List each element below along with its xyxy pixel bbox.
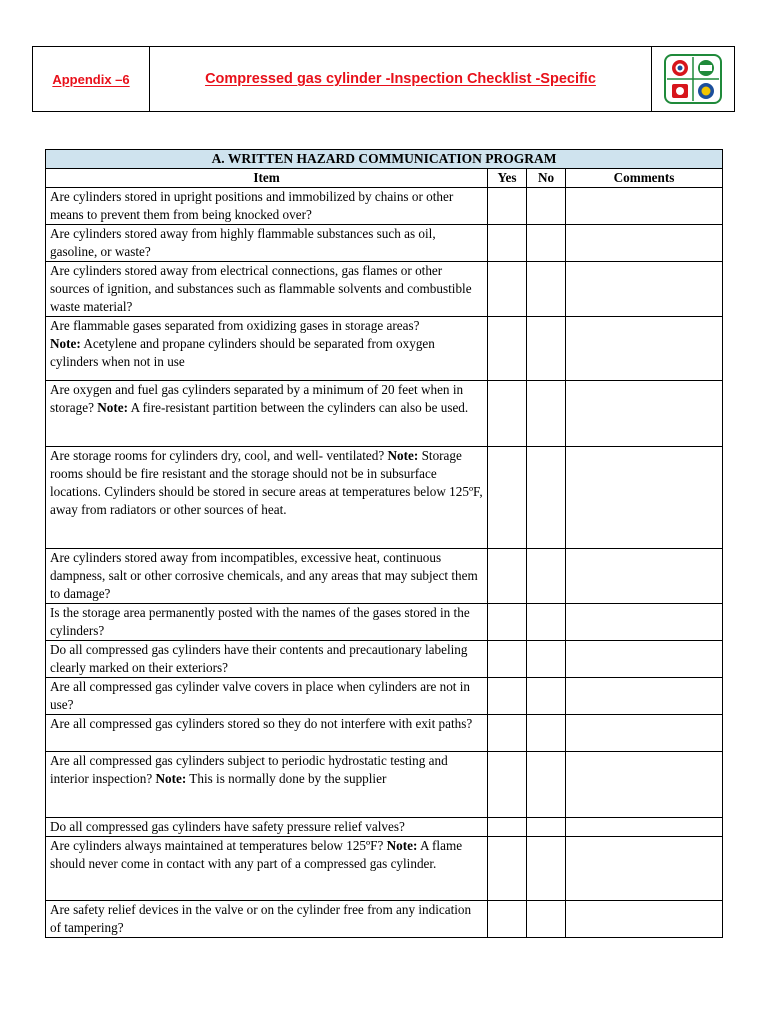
no-cell[interactable] <box>527 901 566 938</box>
checklist-row <box>46 818 723 837</box>
note-label: Note: <box>386 838 418 853</box>
item-text: Are flammable gases separated from oxidizing gases in storage areas? <box>50 318 420 333</box>
comments-cell[interactable] <box>566 225 723 262</box>
yes-cell[interactable] <box>488 225 527 262</box>
yes-cell[interactable] <box>488 715 527 752</box>
no-cell[interactable] <box>527 225 566 262</box>
item-text: Is the storage area permanently posted with the names of the gases stored in the cylinders? <box>50 605 470 638</box>
no-cell[interactable] <box>527 381 566 447</box>
comments-cell[interactable] <box>566 678 723 715</box>
yes-cell[interactable] <box>488 381 527 447</box>
item-cell <box>46 715 488 752</box>
checklist-row <box>46 604 723 641</box>
yes-cell[interactable] <box>488 752 527 818</box>
note-label: Note: <box>387 448 419 463</box>
item-cell <box>46 381 488 447</box>
item-cell <box>46 225 488 262</box>
no-cell[interactable] <box>527 549 566 604</box>
item-text: Are oxygen and fuel gas cylinders separated by a minimum of 20 feet when in storage? <box>50 382 464 415</box>
item-cell <box>46 188 488 225</box>
checklist-row <box>46 188 723 225</box>
title-cell <box>150 47 652 111</box>
item-cell <box>46 901 488 938</box>
comments-cell[interactable] <box>566 604 723 641</box>
checklist-row <box>46 317 723 381</box>
column-header-yes: Yes <box>488 169 527 188</box>
yes-cell[interactable] <box>488 604 527 641</box>
checklist-row <box>46 381 723 447</box>
no-cell[interactable] <box>527 317 566 381</box>
no-cell[interactable] <box>527 188 566 225</box>
item-cell <box>46 837 488 901</box>
no-cell[interactable] <box>527 604 566 641</box>
note-text: Storage rooms should be fire resistant and the storage should not be in subsurface locations. Cylinders should be stored in secure areas at temperatures below 125ºF, away from radiators or other sources of heat. <box>50 448 483 517</box>
item-text: Are cylinders stored away from highly flammable substances such as oil, gasoline, or waste? <box>50 226 436 259</box>
note-text: Acetylene and propane cylinders should be separated from oxygen cylinders when not in use <box>50 336 435 369</box>
item-text: Are cylinders stored in upright positions and immobilized by chains or other means to prevent them from being knocked over? <box>50 189 454 222</box>
comments-cell[interactable] <box>566 188 723 225</box>
note-label: Note: <box>50 336 81 351</box>
note-text: This is normally done by the supplier <box>186 771 387 786</box>
comments-cell[interactable] <box>566 317 723 381</box>
comments-cell[interactable] <box>566 262 723 317</box>
comments-cell[interactable] <box>566 381 723 447</box>
checklist-row <box>46 641 723 678</box>
item-text: Are cylinders always maintained at temperatures below 125ºF? <box>50 838 387 853</box>
item-cell <box>46 317 488 381</box>
yes-cell[interactable] <box>488 447 527 549</box>
no-cell[interactable] <box>527 752 566 818</box>
no-cell[interactable] <box>527 262 566 317</box>
company-logo-icon <box>664 54 722 104</box>
yes-cell[interactable] <box>488 837 527 901</box>
column-header-item: Item <box>46 169 488 188</box>
item-text: Are storage rooms for cylinders dry, cool, and well- ventilated? <box>50 448 388 463</box>
yes-cell[interactable] <box>488 262 527 317</box>
comments-cell[interactable] <box>566 715 723 752</box>
section-title: A. WRITTEN HAZARD COMMUNICATION PROGRAM <box>46 150 723 169</box>
yes-cell[interactable] <box>488 549 527 604</box>
comments-cell[interactable] <box>566 901 723 938</box>
appendix-label: Appendix –6 <box>52 71 130 87</box>
item-cell <box>46 549 488 604</box>
comments-cell[interactable] <box>566 818 723 837</box>
checklist-row <box>46 715 723 752</box>
item-text: Are all compressed gas cylinders subject to periodic hydrostatic testing and interior inspection? <box>50 753 448 786</box>
item-text: Are safety relief devices in the valve or on the cylinder free from any indication of tampering? <box>50 902 472 935</box>
item-cell <box>46 641 488 678</box>
item-text: Are all compressed gas cylinder valve covers in place when cylinders are not in use? <box>50 679 471 712</box>
document-title: Compressed gas cylinder -Inspection Checklist -Specific <box>205 71 596 87</box>
item-text: Are cylinders stored away from incompatibles, excessive heat, continuous dampness, salt or other corrosive chemicals, and any areas that may subject them to damage? <box>50 550 478 601</box>
yes-cell[interactable] <box>488 641 527 678</box>
comments-cell[interactable] <box>566 549 723 604</box>
comments-cell[interactable] <box>566 447 723 549</box>
note-text: A fire-resistant partition between the cylinders can also be used. <box>128 400 469 415</box>
comments-cell[interactable] <box>566 641 723 678</box>
no-cell[interactable] <box>527 447 566 549</box>
column-header-no: No <box>527 169 566 188</box>
no-cell[interactable] <box>527 678 566 715</box>
item-text: Are cylinders stored away from electrical connections, gas flames or other sources of ignition, and substances such as flammable solvents and combustible waste material? <box>50 263 472 314</box>
note-label: Note: <box>97 400 128 415</box>
item-cell <box>46 262 488 317</box>
item-cell <box>46 752 488 818</box>
checklist-row <box>46 901 723 938</box>
item-text: Do all compressed gas cylinders have safety pressure relief valves? <box>50 819 405 834</box>
document-header <box>32 46 735 112</box>
logo-cell <box>652 47 734 111</box>
yes-cell[interactable] <box>488 678 527 715</box>
yes-cell[interactable] <box>488 818 527 837</box>
checklist-row <box>46 447 723 549</box>
comments-cell[interactable] <box>566 752 723 818</box>
item-cell <box>46 447 488 549</box>
item-text: Are all compressed gas cylinders stored so they do not interfere with exit paths? <box>50 716 473 731</box>
checklist-row <box>46 225 723 262</box>
checklist-row <box>46 549 723 604</box>
comments-cell[interactable] <box>566 837 723 901</box>
column-header-comments: Comments <box>566 169 723 188</box>
checklist-row <box>46 837 723 901</box>
item-cell <box>46 604 488 641</box>
checklist-row <box>46 262 723 317</box>
yes-cell[interactable] <box>488 901 527 938</box>
no-cell[interactable] <box>527 837 566 901</box>
item-cell <box>46 818 488 837</box>
no-cell[interactable] <box>527 818 566 837</box>
checklist-row <box>46 752 723 818</box>
no-cell[interactable] <box>527 715 566 752</box>
yes-cell[interactable] <box>488 188 527 225</box>
no-cell[interactable] <box>527 641 566 678</box>
checklist-table <box>45 149 723 938</box>
note-text: A flame should never come in contact with any part of a compressed gas cylinder. <box>50 838 463 871</box>
appendix-cell <box>33 47 150 111</box>
note-label: Note: <box>155 771 187 786</box>
yes-cell[interactable] <box>488 317 527 381</box>
checklist-row <box>46 678 723 715</box>
item-text: Do all compressed gas cylinders have their contents and precautionary labeling clearly marked on their exteriors? <box>50 642 468 675</box>
item-cell <box>46 678 488 715</box>
